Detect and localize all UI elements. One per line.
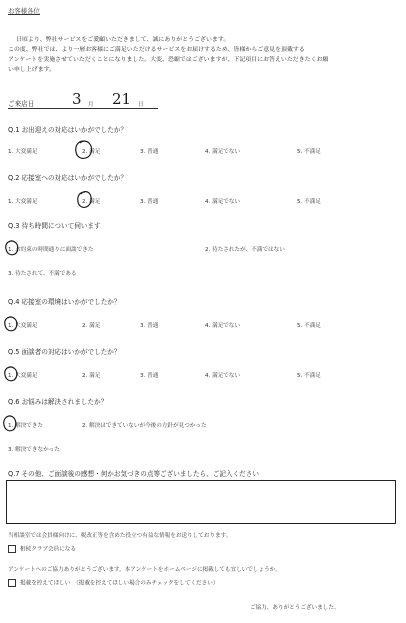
q3-option-3[interactable]: 3. 待たされて、不満である (8, 271, 77, 277)
visit-day-value[interactable]: 21 (112, 90, 132, 108)
q4-selection-circle (3, 315, 19, 333)
q4-option-4[interactable]: 4. 満足でない (205, 323, 241, 329)
q5-selection-circle (3, 365, 19, 383)
q6-option-2[interactable]: 2. 解決はできていないが今後の方針が見つかった (82, 423, 207, 429)
q6-title: Q.6 お悩みは解決されましたか？ (8, 398, 108, 406)
q4-title: Q.4 応接室の環境はいかがでしたか？ (8, 298, 121, 306)
q5-option-3[interactable]: 3. 普通 (140, 373, 159, 379)
q5-title: Q.5 面談者の対応はいかがでしたか？ (8, 348, 121, 356)
q4-option-2[interactable]: 2. 満足 (82, 323, 101, 329)
intro-line-1: 日頃より、弊社サービスをご愛顧いただきまして、誠にありがとうございます。 (16, 37, 230, 43)
q3-selection-circle (4, 239, 20, 257)
visit-month-value[interactable]: 3 (72, 90, 82, 108)
q1-title: Q.1 お出迎えの対応はいかがでしたか？ (8, 126, 128, 134)
publish-option[interactable] (8, 579, 218, 588)
greeting: お客様各位 (8, 7, 40, 15)
visit-month-unit: 月 (88, 102, 94, 108)
q2-option-4[interactable]: 4. 満足でない (205, 199, 241, 205)
q5-option-1[interactable]: 1. 大変満足 (8, 373, 38, 379)
q2-option-1[interactable]: 1. 大変満足 (8, 199, 38, 205)
q2-option-3[interactable]: 3. 普通 (140, 199, 159, 205)
q1-option-3[interactable]: 3. 普通 (140, 149, 159, 155)
q3-title: Q.3 待ち時間について伺います (8, 222, 101, 230)
q3-option-2[interactable]: 2. 待たされたが、不満ではない (205, 247, 285, 253)
q3-option-1[interactable]: 1. お約束の時間通りに面談できた (8, 247, 94, 253)
publish-checkbox-label: 掲載を控えてほしい （掲載を控えてほしい場合のみチェックをしてください） (20, 580, 219, 587)
comment-box[interactable] (6, 480, 396, 524)
visit-day-unit: 日 (138, 102, 144, 108)
q1-option-2[interactable]: 2. 満足 (82, 149, 101, 155)
date-underline (8, 108, 158, 109)
q2-option-2[interactable]: 2. 満足 (82, 199, 101, 205)
q5-option-2[interactable]: 2. 満足 (82, 373, 101, 379)
newsletter-text: 当相談室では会員様向けに、税改正等を含めた役立つ有益な情報をお送りしております。 (8, 533, 232, 539)
q2-selection-circle (76, 190, 94, 210)
q2-option-5[interactable]: 5. 不満足 (297, 199, 321, 205)
publish-checkbox[interactable] (8, 579, 16, 587)
visit-date-label: ご来店日 (8, 100, 35, 108)
newsletter-checkbox[interactable] (8, 545, 16, 553)
q6-option-3[interactable]: 3. 解決できなかった (8, 447, 60, 453)
q5-option-4[interactable]: 4. 満足でない (205, 373, 241, 379)
intro-line-2: この度、弊社では、より一層お客様にご満足いただけるサービスをお届けするため、皆様からご意見を頂戴する (8, 47, 305, 53)
q7-title: Q.7 その他、ご面談後の感想・何かお気づきの点等ございましたら、ご記入ください (8, 470, 259, 478)
q4-option-3[interactable]: 3. 普通 (140, 323, 159, 329)
q4-option-1[interactable]: 1. 大変満足 (8, 323, 38, 329)
publish-text: アンケートへのご協力ありがとうございます。本アンケートをホームページに掲載しても宜しいでしょうか。 (8, 567, 281, 573)
newsletter-checkbox-label: 相続クラブ会員になる (20, 546, 76, 553)
q1-option-4[interactable]: 4. 満足でない (205, 149, 241, 155)
q6-option-1[interactable]: 1. 解決できた (8, 423, 44, 429)
intro-line-3: アンケートを実施させていただくことになりました。大変、恐縮ではございますが、下記項目にお答えいただきたくお願 (8, 57, 329, 63)
q2-title: Q.2 応接室への対応はいかがでしたか？ (8, 174, 128, 182)
q1-option-1[interactable]: 1. 大変満足 (8, 149, 38, 155)
q5-option-5[interactable]: 5. 不満足 (297, 373, 321, 379)
q6-selection-circle (2, 414, 18, 434)
q1-selection-circle (74, 139, 94, 161)
newsletter-option[interactable] (8, 545, 76, 554)
intro-line-4: い申し上げます。 (8, 67, 56, 73)
q1-option-5[interactable]: 5. 不満足 (297, 149, 321, 155)
q4-option-5[interactable]: 5. 不満足 (297, 323, 321, 329)
closing-text: ご協力、ありがとうございました。 (250, 605, 340, 611)
